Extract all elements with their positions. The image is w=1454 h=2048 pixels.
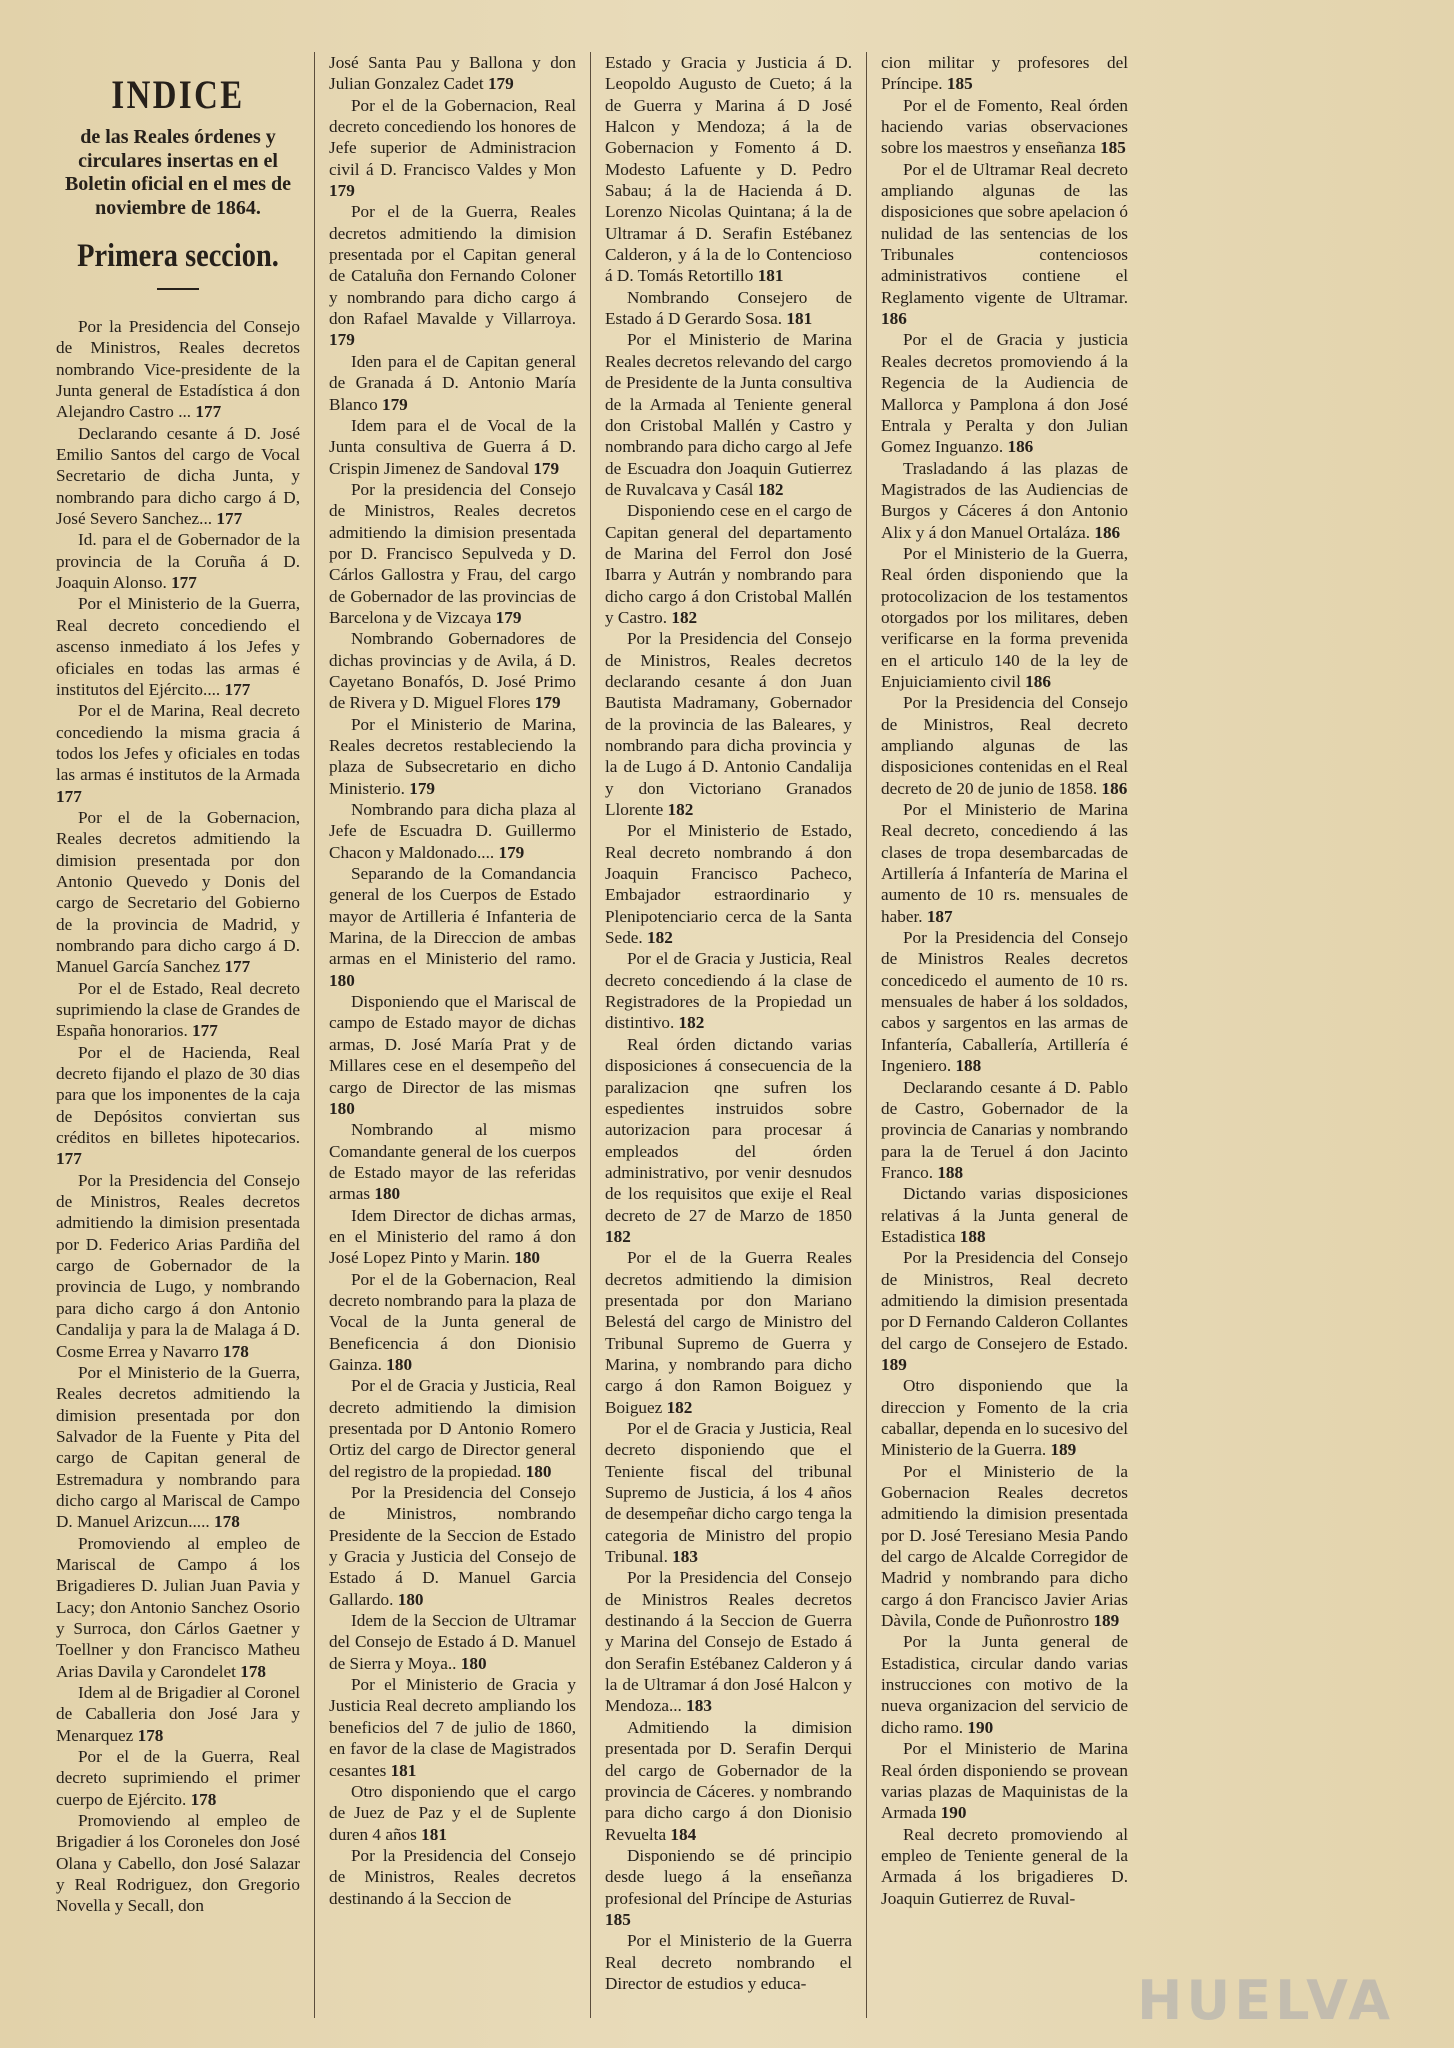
entry-page-number: 179 <box>487 74 514 94</box>
entry-text: Otro disponiendo que el cargo de Juez de Paz y el de Suplente duren 4 años <box>329 1781 576 1844</box>
index-entry <box>881 927 1128 1076</box>
entry-text: Por el Ministerio de Gracia y Justicia Real decreto ampliando los beneficios del 7 de julio de 1860, en favor de la clase de Magistrados cesantes <box>329 1675 576 1780</box>
index-entry <box>329 1119 576 1204</box>
entry-text: Declarando cesante á D. José Emilio Santos del cargo de Vocal Secretario de dicha Junta, y nombrando para dicho cargo á D, José Severo Sanchez... <box>56 423 300 529</box>
entry-text: Por el Ministerio de la Guerra, Reales decretos admitiendo la dimision presentada por don Salvador de la Fuente y Pita del cargo de Capitan general de Estremadura y nombrando para dicho cargo al Mariscal de Campo D. Manuel Arizcun..... <box>56 1362 300 1532</box>
entry-text: Dictando varias disposiciones relativas á la Junta general de Estadistica <box>881 1184 1128 1246</box>
index-entry <box>605 1247 852 1418</box>
entry-text: Iden para el de Capitan general de Granada á D. Antonio María Blanco <box>329 351 576 414</box>
entry-text: Por el Ministerio de la Gobernacion Reales decretos admitiendo la dimision presentada por D. José Teresiano Mesia Pando del cargo de Alcalde Corregidor de Madrid y nombrando para dicho cargo á don Francisco Javier Arias Dàvila, Conde de Puñonrostro <box>881 1461 1128 1631</box>
index-entry <box>881 692 1128 799</box>
title-rule <box>157 288 199 290</box>
entry-text: Real órden dictando varias disposiciones á consecuencia de la paralizacion qne sufren los espedientes instruidos sobre autorizacion para procesar á empleados del órden administrativo, por venir desnudos de los requisitos que exije el Real decreto de 27 de Marzo de 1850 <box>605 1034 852 1225</box>
index-entry <box>881 1824 1128 1909</box>
entry-page-number: 179 <box>329 330 355 350</box>
entry-page-number: 189 <box>881 1354 907 1374</box>
entry-text: Por el Ministerio de la Guerra Real decreto nombrando el Director de estudios y educa- <box>605 1931 852 1993</box>
entry-page-number: 183 <box>686 1696 712 1716</box>
entry-page-number: 178 <box>190 1789 217 1809</box>
entry-page-number: 180 <box>374 1184 401 1204</box>
index-entry <box>329 479 576 628</box>
entry-text: Idem de la Seccion de Ultramar del Consejo de Estado á D. Manuel de Sierra y Moya.. <box>329 1611 576 1673</box>
entry-page-number: 181 <box>757 266 784 286</box>
entry-page-number: 179 <box>381 394 408 414</box>
index-title: INDICE <box>111 72 245 117</box>
entry-page-number: 183 <box>672 1547 698 1567</box>
index-entry <box>329 201 576 350</box>
entry-page-number: 186 <box>881 309 907 329</box>
index-entry <box>56 316 300 423</box>
index-entry <box>605 948 852 1033</box>
entry-text: Por el Ministerio de la Guerra, Real órden disponiendo que la protocolizacion de los testamentos otorgados por los militares, deben verificarse en la forma prevenida en el articulo 140 de la ley de Enjuiciamiento civil <box>881 543 1128 691</box>
index-entry <box>605 1034 852 1247</box>
index-entry <box>329 1674 576 1781</box>
index-entry <box>881 159 1128 330</box>
entry-page-number: 179 <box>329 181 355 201</box>
entry-page-number: 184 <box>670 1824 697 1844</box>
index-entry <box>329 991 576 1119</box>
entry-page-number: 189 <box>1093 1611 1120 1631</box>
index-entry <box>329 1845 576 1909</box>
entry-page-number: 179 <box>533 458 560 478</box>
index-entry <box>605 52 852 287</box>
entry-page-number: 180 <box>386 1354 413 1374</box>
index-entry <box>605 1418 852 1567</box>
entry-page-number: 182 <box>671 607 698 627</box>
entry-text: Por la Presidencia del Consejo de Ministros, Real decreto ampliando algunas de las disposiciones contenidas en el Real decreto de 20 de junio de 1858. <box>881 693 1128 798</box>
index-entry <box>329 1205 576 1269</box>
entry-page-number: 190 <box>940 1803 967 1823</box>
index-entry <box>329 1269 576 1376</box>
entry-page-number: 179 <box>498 842 525 862</box>
entry-page-number: 186 <box>1025 671 1051 691</box>
section-title: Primera seccion. <box>77 238 279 274</box>
entry-page-number: 187 <box>926 906 953 926</box>
entry-text: Disponiendo que el Mariscal de campo de Estado mayor de dichas armas, D. José María Prat y de Millares cese en el desempeño del cargo de Director de las mismas <box>329 992 576 1097</box>
index-entry <box>881 1247 1128 1375</box>
column-3 <box>590 52 866 2018</box>
entry-text: Por la Presidencia del Consejo de Ministros Reales decretos destinando á la Seccion de Guerra y Marina del Consejo de Estado á don Serafin Estébanez Calderon y á la de Ultramar á don José Halcon y Mendoza... <box>605 1568 852 1716</box>
entry-page-number: 182 <box>678 1013 705 1033</box>
entry-page-number: 180 <box>329 970 355 990</box>
entry-text: Por el de la Guerra Reales decretos admitiendo la dimision presentada por don Mariano Belestá del cargo de Ministro del Tribunal Supremo de Guerra y Marina, y nombrando para dicho cargo á don Ramon Boiguez y Boiguez <box>605 1248 852 1417</box>
entry-page-number: 185 <box>1100 138 1126 158</box>
index-entry <box>881 1183 1128 1247</box>
entry-text: Por la Presidencia del Consejo de Ministros Reales decretos concedicedo el aumento de 10 rs. mensuales de haber á los soldados, cabos y sargentos en las armas de Infantería, Caballería, Artillería é Ingeniero. <box>881 928 1128 1076</box>
index-entry <box>605 287 852 330</box>
entry-text: Declarando cesante á D. Pablo de Castro, Gobernador de la provincia de Canarias y nombrando para la de Teruel á don Jacinto Franco. <box>881 1077 1128 1182</box>
entry-page-number: 177 <box>56 786 82 806</box>
index-entry <box>605 1567 852 1716</box>
entry-page-number: 185 <box>946 74 973 94</box>
index-entry <box>881 458 1128 543</box>
index-entry <box>881 95 1128 159</box>
entry-text: Por el de la Gobernacion, Real decreto nombrando para la plaza de Vocal de la Junta general de Beneficencia á don Dionisio Gainza. <box>329 1269 576 1374</box>
entry-text: Por la Presidencia del Consejo de Ministros, Reales decretos declarando cesante á don Juan Bautista Madramany, Gobernador de la provincia de las Baleares, y nombrando para dicha provincia y la de Lugo á D. Antonio Candalija y don Victoriano Granados Llorente <box>605 629 852 820</box>
entry-text: Por el de Gracia y justicia Reales decretos promoviendo á la Regencia de la Audiencia de Mallorca y Pamplona á don José Entrala y Peralta y don Julian Gomez Inguanzo. <box>881 330 1128 457</box>
entry-text: Por el de Ultramar Real decreto ampliando algunas de las disposiciones que sobre apelacion ó nulidad de las sentencias de los Tribunales contenciosos administrativos contiene el Reglamento vigente de Ultramar. <box>881 159 1128 307</box>
index-entry <box>56 1170 300 1362</box>
entry-text: Por la Presidencia del Consejo de Ministros, Reales decretos nombrando Vice-presidente de la Junta general de Estadística á don Alejandro Castro ... <box>56 317 300 422</box>
entry-text: Disponiendo cese en el cargo de Capitan general del departamento de Marina del Ferrol don José Ibarra y Autrán y nombrando para dicho cargo á don Cristobal Mallén y Castro. <box>605 501 852 627</box>
entry-page-number: 177 <box>216 509 243 529</box>
entry-text: Por el de la Guerra, Real decreto suprimiendo el primer cuerpo de Ejército. <box>56 1747 300 1809</box>
entry-text: Nombrando Consejero de Estado á D Gerardo Sosa. <box>605 287 852 329</box>
entry-page-number: 177 <box>224 957 251 977</box>
entry-text: Por la Presidencia del Consejo de Ministros, nombrando Presidente de la Seccion de Estado y Gracia y Justicia del Consejo de Estado á D. Manuel Garcia Gallardo. <box>329 1483 576 1609</box>
index-entry <box>881 1461 1128 1632</box>
entry-text: Por la Presidencia del Consejo de Ministros, Real decreto admitiendo la dimision presentada por D Fernando Calderon Collantes del cargo de Consejero de Estado. <box>881 1248 1128 1353</box>
index-entry <box>329 628 576 713</box>
index-entry <box>56 1746 300 1810</box>
index-entry <box>881 543 1128 692</box>
index-entry <box>605 628 852 820</box>
column-1-entries <box>56 316 300 1917</box>
entry-page-number: 188 <box>959 1226 986 1246</box>
index-entry <box>881 329 1128 457</box>
library-stamp: HUELVA <box>1137 1969 1394 2032</box>
index-entry <box>329 1610 576 1674</box>
entry-page-number: 186 <box>1101 778 1128 798</box>
entry-text: Por el de la Gobernacion, Real decreto concediendo los honores de Jefe superior de Administracion civil á D. Francisco Valdes y Mon <box>329 95 576 179</box>
entry-text: Nombrando para dicha plaza al Jefe de Escuadra D. Guillermo Chacon y Maldonado.... <box>329 800 576 862</box>
entry-text: Por el Ministerio de Marina Reales decretos relevando del cargo de Presidente de la Junta consultiva de la Armada al Teniente general don Cristobal Mallén y Castro y nombrando para dicho cargo al Jefe de Escuadra don Joaquin Gutierrez de Ruvalcava y Casál <box>605 330 852 499</box>
index-entry <box>56 1682 300 1746</box>
index-entry <box>56 978 300 1042</box>
entry-page-number: 180 <box>460 1653 487 1673</box>
index-entry <box>605 1930 852 1994</box>
entry-page-number: 180 <box>514 1248 541 1268</box>
entry-text: Por la presidencia del Consejo de Ministros, Reales decretos admitiendo la dimision presentada por D. Francisco Sepulveda y D. Cárlos Gallostra y Frau, del cargo de Gobernador de las provincias de Barcelona y de Vizcaya <box>329 479 576 627</box>
entry-text: Real decreto promoviendo al empleo de Teniente general de la Armada á los brigadieres D. Joaquin Gutierrez de Ruval- <box>881 1824 1128 1908</box>
entry-text: Otro disponiendo que la direccion y Fomento de la cria caballar, dependa en lo sucesivo del Ministerio de la Guerra. <box>881 1376 1128 1460</box>
index-entry <box>329 52 576 95</box>
index-entry <box>56 423 300 530</box>
entry-page-number: 185 <box>605 1909 631 1929</box>
index-entry <box>881 1375 1128 1460</box>
entry-page-number: 178 <box>137 1725 164 1745</box>
entry-text: Por el Ministerio de Marina Real decreto, concediendo á las clases de tropa desembarcadas de Artillería á Infantería de Marina el aumento de 10 rs. mensuales de haber. <box>881 800 1128 926</box>
entry-page-number: 178 <box>214 1512 240 1532</box>
entry-page-number: 177 <box>56 1149 82 1169</box>
column-2-entries <box>329 52 576 1909</box>
column-1 <box>46 52 314 2018</box>
entry-page-number: 181 <box>786 309 813 329</box>
index-entry <box>56 700 300 807</box>
entry-text: Por el Ministerio de Estado, Real decreto nombrando á don Joaquin Francisco Pacheco, Embajador estraordinario y Plenipotenciario cerca de la Santa Sede. <box>605 821 852 948</box>
entry-text: Separando de la Comandancia general de los Cuerpos de Estado mayor de Artilleria é Infanteria de Marina, de la Direccion de ambas armas en el Ministerio del ramo. <box>329 864 576 969</box>
index-entry <box>56 1810 300 1917</box>
entry-page-number: 180 <box>525 1461 552 1481</box>
entry-text: Id. para el de Gobernador de la provincia de la Coruña á D. Joaquin Alonso. <box>56 530 300 593</box>
entry-text: Por el de Gracia y Justicia, Real decreto concediendo á la clase de Registradores de la Propiedad un distintivo. <box>605 949 852 1033</box>
entry-text: Admitiendo la dimision presentada por D. Serafin Derqui del cargo de Gobernador de la provincia de Cáceres. y nombrando para dicho cargo á don Dionisio Revuelta <box>605 1717 852 1844</box>
entry-text: Por el de Fomento, Real órden haciendo varias observaciones sobre los maestros y enseñanza <box>881 95 1128 158</box>
entry-text: Por el de Marina, Real decreto concediendo la misma gracia á todos los Jefes y oficiales en todas las armas é institutos de la Armada <box>56 701 300 785</box>
entry-page-number: 181 <box>390 1760 417 1780</box>
index-entry <box>881 1631 1128 1738</box>
index-entry <box>329 1482 576 1610</box>
index-entry <box>329 1375 576 1482</box>
index-subtitle: de las Reales órdenes y circulares insertas en el Boletin oficial en el mes de noviembre de 1864. <box>64 126 292 219</box>
entry-text: Promoviendo al empleo de Brigadier á los Coroneles don José Olana y Cabello, don José Salazar y Real Rodriguez, don Gregorio Novella y Secall, don <box>56 1811 300 1916</box>
entry-page-number: 189 <box>1050 1440 1077 1460</box>
index-entry <box>56 1042 300 1170</box>
entry-text: Idem Director de dichas armas, en el Ministerio del ramo á don José Lopez Pinto y Marin. <box>329 1205 576 1268</box>
index-entry <box>881 1077 1128 1184</box>
entry-page-number: 178 <box>223 1341 249 1361</box>
entry-text: Nombrando Gobernadores de dichas provincias y de Avila, á D. Cayetano Bonafós, D. José Primo de Rivera y D. Miguel Flores <box>329 629 576 713</box>
entry-text: Por el de Gracia y Justicia, Real decreto admitiendo la dimision presentada por D Antonio Romero Ortiz del cargo de Director general del registro de la propiedad. <box>329 1376 576 1481</box>
entry-text: Nombrando al mismo Comandante general de los cuerpos de Estado mayor de las referidas armas <box>329 1120 576 1204</box>
entry-page-number: 186 <box>1094 522 1121 542</box>
entry-page-number: 182 <box>667 800 694 820</box>
entry-text: José Santa Pau y Ballona y don Julian Gonzalez Cadet <box>329 53 576 94</box>
index-entry <box>329 714 576 799</box>
entry-page-number: 177 <box>171 573 197 593</box>
entry-page-number: 181 <box>421 1824 447 1844</box>
entry-text: Por el de la Gobernacion, Reales decretos admitiendo la dimision presentada por don Antonio Quevedo y Donis del cargo de Secretario del Gobierno de la provincia de Madrid, y nombrando para dicho cargo á D. Manuel García Sanchez <box>56 807 300 977</box>
index-entry <box>605 820 852 948</box>
entry-page-number: 188 <box>955 1056 982 1076</box>
index-entry <box>605 1717 852 1845</box>
index-entry <box>56 807 300 978</box>
entry-text: Por el de Estado, Real decreto suprimiendo la clase de Grandes de España honorarios. <box>56 978 300 1041</box>
index-entry <box>329 351 576 415</box>
entry-text: Por el de Gracia y Justicia, Real decreto disponiendo que el Teniente fiscal del tribunal Supremo de Justicia, á los 4 años de desempeñar dicho cargo tenga la categoria de Ministro del propio Tribunal. <box>605 1419 852 1567</box>
index-entry <box>605 329 852 500</box>
entry-text: Estado y Gracia y Justicia á D. Leopoldo Augusto de Cueto; á la de Guerra y Marina á D José Halcon y Mendoza; á la de Gobernacion y Fomento á D. Modesto Lafuente y D. Pedro Sabau; á la de Hacienda á D. Lorenzo Nicolas Quintana; á la de Ultramar á D. Serafin Estébanez Calderon, y á la de lo Contencioso á D. Tomás Retortillo <box>605 53 852 286</box>
entry-text: Disponiendo se dé principio desde luego á la enseñanza profesional del Príncipe de Asturias <box>605 1845 852 1908</box>
entry-page-number: 177 <box>195 402 222 422</box>
index-entry <box>329 1781 576 1845</box>
column-4 <box>866 52 1142 2018</box>
entry-text: Por la Presidencia del Consejo de Ministros, Reales decretos destinando á la Seccion de <box>329 1845 576 1908</box>
column-4-entries <box>881 52 1128 1909</box>
index-entry <box>56 529 300 593</box>
column-3-entries <box>605 52 852 1994</box>
entry-page-number: 188 <box>937 1162 964 1182</box>
entry-text: Por el Ministerio de Marina, Reales decretos restableciendo la plaza de Subsecretario en dicho Ministerio. <box>329 714 576 798</box>
index-entry <box>329 415 576 479</box>
entry-page-number: 182 <box>647 928 673 948</box>
entry-text: cion militar y profesores del Príncipe. <box>881 53 1128 94</box>
entry-text: Idem para el de Vocal de la Junta consultiva de Guerra á D. Crispin Jimenez de Sandoval <box>329 415 576 478</box>
entry-page-number: 182 <box>757 479 784 499</box>
entry-text: Trasladando á las plazas de Magistrados de las Audiencias de Burgos y Cáceres á don Antonio Alix y á don Manuel Ortaláza. <box>881 458 1128 542</box>
index-entry <box>56 1533 300 1682</box>
entry-text: Por el Ministerio de Marina Real órden disponiendo se provean varias plazas de Maquinistas de la Armada <box>881 1739 1128 1823</box>
entry-text: Por la Presidencia del Consejo de Ministros, Reales decretos admitiendo la dimision presentada por D. Federico Arias Pardiña del cargo de Gobernador de la provincia de Lugo, y nombrando para dicho cargo á don Antonio Candalija y para la de Malaga á D. Cosme Errea y Navarro <box>56 1170 300 1361</box>
index-entry <box>881 1738 1128 1823</box>
entry-page-number: 177 <box>224 679 251 699</box>
index-entry <box>329 863 576 991</box>
column-2 <box>314 52 590 2018</box>
entry-page-number: 182 <box>605 1226 631 1246</box>
entry-page-number: 182 <box>666 1397 693 1417</box>
entry-text: Por el de Hacienda, Real decreto fijando el plazo de 30 dias para que los imponentes de la caja de Depósitos conviertan sus créditos en billetes hipotecarios. <box>56 1042 300 1148</box>
entry-page-number: 190 <box>967 1717 994 1737</box>
entry-page-number: 180 <box>329 1098 355 1118</box>
entry-page-number: 178 <box>240 1661 267 1681</box>
index-entry <box>605 1845 852 1930</box>
index-entry <box>881 799 1128 927</box>
entry-text: Por el de la Guerra, Reales decretos admitiendo la dimision presentada por el Capitan general de Cataluña don Fernando Coloner y nombrando para dicho cargo á don Rafael Mavalde y Villarroya. <box>329 202 576 329</box>
entry-text: Idem al de Brigadier al Coronel de Caballeria don José Jara y Menarquez <box>56 1683 300 1745</box>
entry-page-number: 186 <box>1007 437 1034 457</box>
index-entry <box>56 593 300 700</box>
index-entry <box>56 1362 300 1533</box>
entry-text: Promoviendo al empleo de Mariscal de Campo á los Brigadieres D. Julian Juan Pavia y Lacy; don Antonio Sanchez Osorio y Surroca, don Cárlos Gaetner y Toellner y don Francisco Matheu Arias Davila y Carondelet <box>56 1533 300 1681</box>
index-entry <box>605 500 852 628</box>
entry-page-number: 180 <box>397 1589 424 1609</box>
entry-page-number: 177 <box>192 1021 218 1041</box>
entry-page-number: 179 <box>534 693 561 713</box>
index-entry <box>329 95 576 202</box>
entry-text: Por el Ministerio de la Guerra, Real decreto concediendo el ascenso inmediato á los Jefes y oficiales en todas las armas é institutos del Ejército.... <box>56 594 300 699</box>
entry-page-number: 179 <box>409 778 435 798</box>
entry-page-number: 179 <box>495 607 522 627</box>
index-entry <box>329 799 576 863</box>
index-entry <box>881 52 1128 95</box>
entry-text: Por la Junta general de Estadistica, circular dando varias instrucciones con motivo de la nueva organizacion del servicio de dicho ramo. <box>881 1632 1128 1737</box>
